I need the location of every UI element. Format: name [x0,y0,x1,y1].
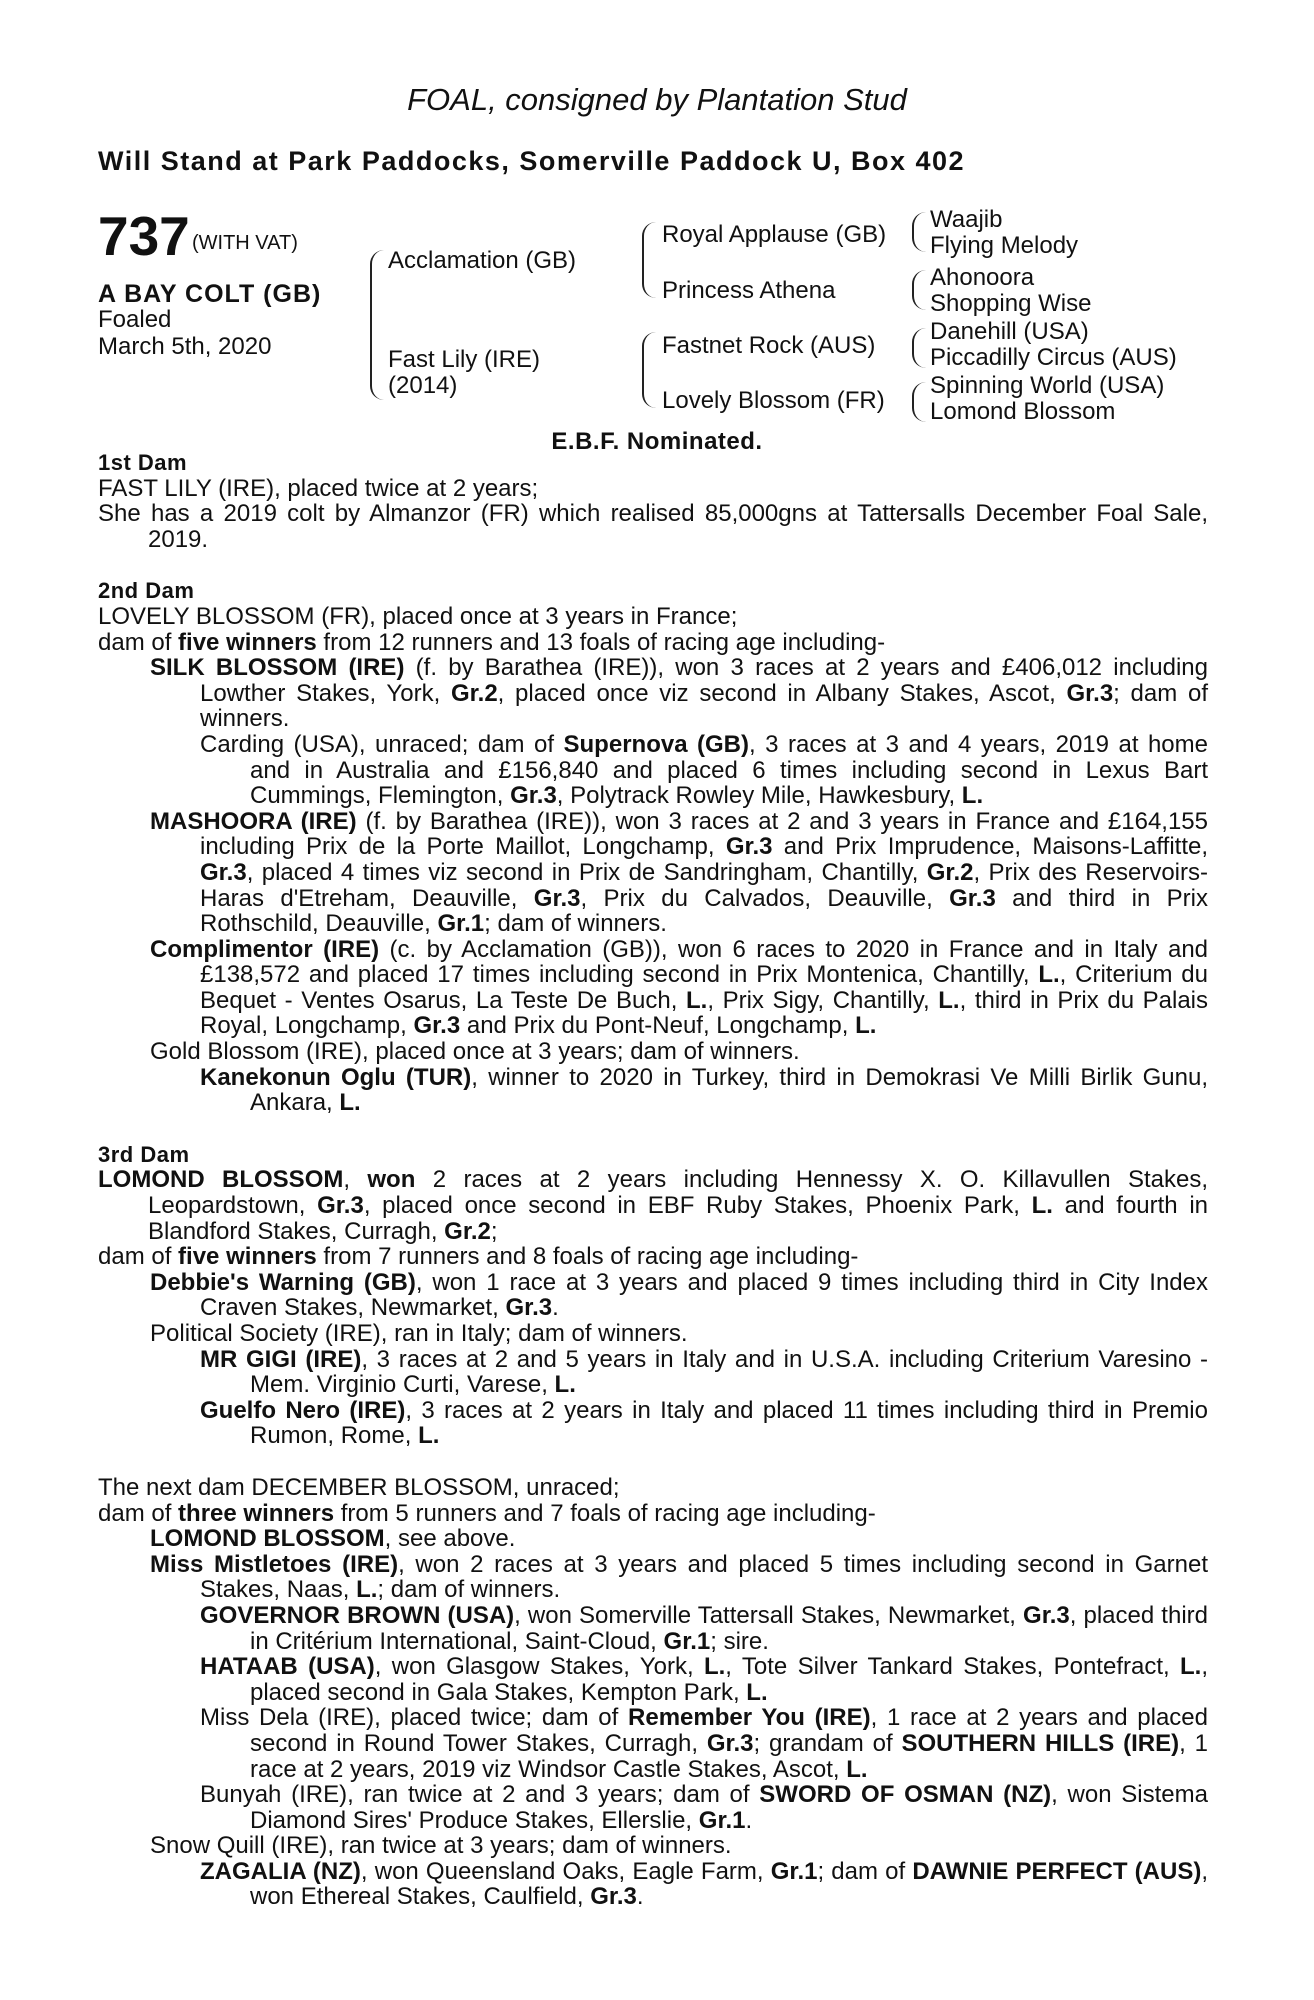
pedigree-ggp: Danehill (USA) [930,318,1089,345]
list-item: SILK BLOSSOM (IRE) (f. by Barathea (IRE)), won 3 races at 2 years and £406,012 including Lowther Stakes, York, Gr.2, placed once viz second in Albany Stakes, Ascot, Gr.3; dam of winners. [150,654,1208,733]
list-item: HATAAB (USA), won Glasgow Stakes, York, L., Tote Silver Tankard Stakes, Pontefract, L., placed second in Gala Stakes, Kempton Park, L. [200,1653,1209,1706]
pedigree-dam-dam: Lovely Blossom (FR) [662,387,885,414]
list-item: MASHOORA (IRE) (f. by Barathea (IRE)), won 3 races at 2 and 3 years in France and £164,155 including Prix de la Porte Maillot, Longchamp, Gr.3 and Prix Imprudence, Maisons-Laffitte, Gr.3, placed 4 times viz second in Prix de Sandringham, Chantilly, Gr.2, Prix des Reservoirs-Haras d'Etreham, Deauville, Gr.3, Prix du Calvados, Deauville, Gr.3 and third in Prix Rothschild, Deauville, Gr.1; dam of winners. [150,807,1209,938]
list-item: Gold Blossom (IRE), placed once at 3 years; dam of winners. [150,1038,800,1066]
list-item: Political Society (IRE), ran in Italy; dam of winners. [150,1320,688,1347]
consignment-title: FOAL, consigned by Plantation Stud [407,82,907,117]
pedigree-sire-dam: Princess Athena [662,277,836,304]
catalogue-body [98,450,1208,1910]
list-item: Carding (USA), unraced; dam of Supernova (GB), 3 races at 3 and 4 years, 2019 at home and in Australia and £156,840 and placed 6 times including second in Lexus Bart Cummings, Flemington, Gr.3, Polytrack Rowley Mile, Hawkesbury, L. [200,730,1208,810]
pedigree-brace [642,332,658,408]
pedigree-ggp: Ahonoora [930,264,1035,291]
list-item: LOMOND BLOSSOM, see above. [150,1525,516,1553]
pedigree-brace [912,270,928,310]
ebf-note: E.B.F. Nominated. [551,428,763,455]
vat-note: (WITH VAT) [192,232,298,254]
list-item: Snow Quill (IRE), ran twice at 3 years; dam of winners. [150,1832,732,1860]
pedigree-sire: Acclamation (GB) [388,247,577,274]
list-item: MR GIGI (IRE), 3 races at 2 and 5 years in Italy and in U.S.A. including Criterium Varesino - Mem. Virginio Curti, Varese, L. [200,1345,1209,1399]
list-item: Kanekonun Oglu (TUR), winner to 2020 in Turkey, third in Demokrasi Ve Milli Birlik Gunu, Ankara, L. [200,1063,1208,1117]
pedigree-dam: Fast Lily (IRE) [388,346,541,373]
pedigree-ggp: Shopping Wise [930,290,1092,317]
list-item: Debbie's Warning (GB), won 1 race at 3 years and placed 9 times including third in City Index Craven Stakes, Newmarket, Gr.3. [150,1268,1208,1322]
list-item: ZAGALIA (NZ), won Queensland Oaks, Eagle Farm, Gr.1; dam of DAWNIE PERFECT (AUS), won Ethereal Stakes, Caulfield, Gr.3. [200,1857,1209,1911]
section-heading: 2nd Dam [98,578,195,604]
pedigree-ggp: Spinning World (USA) [930,372,1165,399]
list-item: GOVERNOR BROWN (USA), won Somerville Tattersall Stakes, Newmarket, Gr.3, placed third in Critérium International, Saint-Cloud, Gr.1; sire. [200,1601,1208,1655]
dam2-record: LOVELY BLOSSOM (FR), placed once at 3 years in France; [98,602,738,630]
list-item: Complimentor (IRE) (c. by Acclamation (GB)), won 6 races to 2020 in France and in Italy and £138,572 and placed 17 times including second in Prix Montenica, Chantilly, L., Criterium du Bequet - Ventes Osarus, La Teste De Buch, L., Prix Sigy, Chantilly, L., third in Prix du Palais Royal, Longchamp, Gr.3 and Prix du Pont-Neuf, Longchamp, L. [150,935,1209,1040]
pedigree-ggp: Waajib [930,206,1003,233]
pedigree-ggp: Piccadilly Circus (AUS) [930,344,1177,371]
pedigree-brace [912,212,928,252]
list-item: Guelfo Nero (IRE), 3 races at 2 years in Italy and placed 11 times including third in Premio Rumon, Rome, L. [200,1396,1208,1450]
pedigree-brace [642,222,658,298]
foaled-label: Foaled [98,306,172,333]
dam3-produce: dam of five winners from 7 runners and 8 foals of racing age including- [98,1243,859,1271]
list-item: Miss Mistletoes (IRE), won 2 races at 3 years and placed 5 times including second in Garnet Stakes, Naas, L.; dam of winners. [150,1550,1209,1604]
lot-number: 737 [98,205,190,267]
section-heading: 1st Dam [98,450,188,475]
horse-title: A BAY COLT (GB) [98,280,322,308]
dam2-produce: dam of five winners from 12 runners and 13 foals of racing age including- [98,628,886,656]
next-dam-produce: dam of three winners from 5 runners and 7 foals of racing age including- [98,1499,876,1527]
dam1-record: FAST LILY (IRE), placed twice at 2 years; [98,474,539,502]
dam3-record: LOMOND BLOSSOM, won 2 races at 2 years including Hennessy X. O. Killavullen Stakes, Leopardstown, Gr.3, placed once second in EBF Ruby Stakes, Phoenix Park, L. and fourth in Blandford Stakes, Curragh, Gr.2; [98,1166,1209,1245]
list-item: Bunyah (IRE), ran twice at 2 and 3 years; dam of SWORD OF OSMAN (NZ), won Sistema Diamond Sires' Produce Stakes, Ellerslie, Gr.1. [200,1781,1208,1834]
pedigree-ggp: Flying Melody [930,232,1079,259]
dam1-produce: She has a 2019 colt by Almanzor (FR) which realised 85,000gns at Tattersalls December Foal Sale, 2019. [98,500,1208,553]
pedigree-ggp: Lomond Blossom [930,398,1116,425]
pedigree-brace [370,250,386,400]
next-dam-record: The next dam DECEMBER BLOSSOM, unraced; [98,1473,620,1501]
pedigree-sire-sire: Royal Applause (GB) [662,221,887,248]
standing-location: Will Stand at Park Paddocks, Somerville Paddock U, Box 402 [98,146,966,176]
pedigree-dam-sire: Fastnet Rock (AUS) [662,332,876,359]
foaled-date: March 5th, 2020 [98,333,272,360]
list-item: Miss Dela (IRE), placed twice; dam of Remember You (IRE), 1 race at 2 years and placed second in Round Tower Stakes, Curragh, Gr.3; grandam of SOUTHERN HILLS (IRE), 1 race at 2 years, 2019 viz Windsor Castle Stakes, Ascot, L. [200,1704,1208,1783]
pedigree-dam-year: (2014) [388,372,458,399]
pedigree-brace [912,328,928,368]
section-heading: 3rd Dam [98,1141,190,1167]
pedigree-brace [912,382,928,422]
